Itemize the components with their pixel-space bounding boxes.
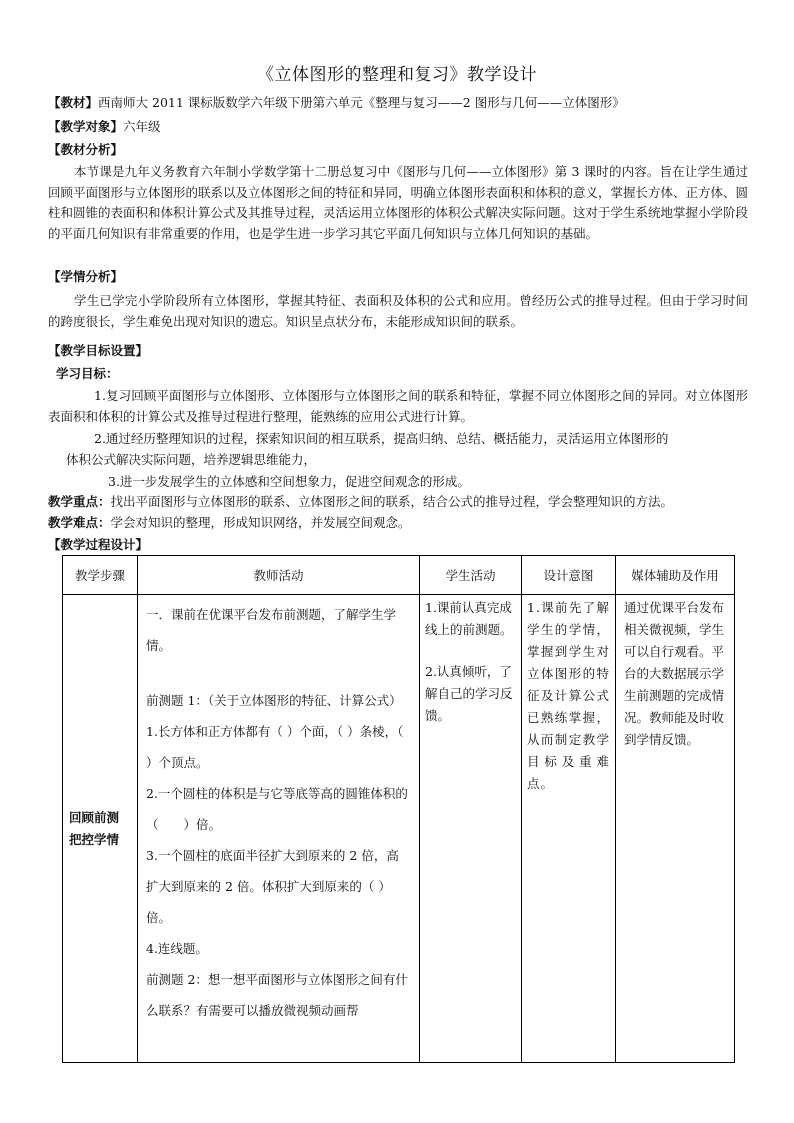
learner-paragraph: 学生已学完小学阶段所有立体图形，掌握其特征、表面积及体积的公式和应用。曾经历公式的推导过程。但由于学习时间的跨度很长，学生难免出现对知识的遗忘。知识呈点状分布，未能形成知识间的联系。 <box>48 293 748 329</box>
teacher-line: 前测题 2：想一想平面图形与立体图形之间有什么联系？有需要可以播放微视频动画帮 <box>146 972 408 1018</box>
audience-value: 六年级 <box>123 119 161 134</box>
goals-subheading: 学习目标： <box>56 366 119 381</box>
process-heading: 【教学过程设计】 <box>48 537 149 552</box>
step-cell <box>63 595 138 1063</box>
teacher-line: 3.一个圆柱的底面半径扩大到原来的 2 倍，高扩大到原来的 2 倍。体积扩大到原来的（ ）倍。 <box>146 848 399 925</box>
teacher-line: 4.连线题。 <box>146 941 208 956</box>
step-label: 回顾前测把控学情 <box>69 809 120 847</box>
goals-heading: 【教学目标设置】 <box>48 343 149 358</box>
difficulty-label: 教学难点： <box>48 515 111 530</box>
design-text: 1.课前先了解学生的学情，掌握到学生对立体图形的特征及计算公式已熟练掌握，从而制定教学目标及重难点。 <box>527 600 610 791</box>
media-cell <box>616 595 735 1063</box>
audience-line <box>48 117 748 137</box>
header-teacher: 教师活动 <box>138 556 420 595</box>
document-title: 《立体图形的整理和复习》教学设计 <box>257 65 537 85</box>
header-media: 媒体辅助及作用 <box>616 556 735 595</box>
teacher-line: 1.长方体和正方体都有（ ）个面，（ ）条棱，（ ）个顶点。 <box>146 724 404 770</box>
media-text: 通过优课平台发布相关微视频，学生可以自行观看。平台的大数据展示学生前测题的完成情况。教师能及时收到学情反馈。 <box>624 600 725 747</box>
difficulty-value: 学会对知识的整理，形成知识网络，并发展空间观念。 <box>110 515 411 530</box>
teacher-line: 一．课前在优课平台发布前测题，了解学生学情。 <box>146 607 397 653</box>
learner-heading: 【学情分析】 <box>48 269 124 284</box>
keypoint-value: 找出平面图形与立体图形的联系、立体图形之间的联系，结合公式的推导过程，学会整理知识的方法。 <box>110 494 674 509</box>
header-step: 教学步骤 <box>63 556 138 595</box>
table-header-row <box>63 556 735 595</box>
goal-2-line-2: 体积公式解决实际问题，培养逻辑思维能力， <box>66 452 317 467</box>
textbook-line <box>48 93 748 113</box>
student-cell <box>420 595 522 1063</box>
design-cell <box>522 595 616 1063</box>
table-row <box>63 595 735 1063</box>
teacher-line: 2.一个圆柱的体积是与它等底等高的圆锥体积的（ ）倍。 <box>146 786 408 832</box>
teacher-line: 前测题 1：（关于立体图形的特征、计算公式） <box>146 693 402 708</box>
student-line: 2.认真倾听，了解自己的学习反馈。 <box>425 664 513 723</box>
textbook-label: 【教材】 <box>48 95 99 110</box>
keypoint-label: 教学重点： <box>48 494 111 509</box>
header-design: 设计意图 <box>522 556 616 595</box>
audience-label: 【教学对象】 <box>48 119 124 134</box>
student-line: 1.课前认真完成线上的前测题。 <box>425 600 513 637</box>
goal-3: 3.进一步发展学生的立体感和空间想象力，促进空间观念的形成。 <box>108 474 470 489</box>
teacher-cell <box>138 595 420 1063</box>
header-student: 学生活动 <box>420 556 522 595</box>
goal-2-line-1: 2.通过经历整理知识的过程，探索知识间的相互联系，提高归纳、总结、概括能力，灵活运用立体图形的 <box>94 431 669 446</box>
goal-1: 1.复习回顾平面图形与立体图形、立体图形与立体图形之间的联系和特征，掌握不同立体图形之间的异同。对立体图形表面积和体积的计算公式及推导过程进行整理，能熟练的应用公式进行计算。 <box>48 388 748 424</box>
difficulty-line <box>48 513 748 533</box>
analysis-paragraph: 本节课是九年义务教育六年制小学数学第十二册总复习中《图形与几何——立体图形》第 3 课时的内容。旨在让学生通过回顾平面图形与立体图形的联系以及立体图形之间的特征和异同，明确立体图形表面积和体积的意义，掌握长方体、正方体、圆柱和圆锥的表面积和体积计算公式及其推导过程，灵活运用立体图形的体积公式解决实际问题。这对于学生系统地掌握小学阶段的平面几何知识有非常重要的作用，也是学生进一步学习其它平面几何知识与立体几何知识的基础。 <box>48 164 749 241</box>
textbook-value: 西南师大 2011 课标版数学六年级下册第六单元《整理与复习——2 图形与几何——立体图形》 <box>98 95 625 110</box>
keypoint-line <box>48 492 748 512</box>
analysis-heading: 【教材分析】 <box>48 142 124 157</box>
process-table <box>62 555 735 1063</box>
